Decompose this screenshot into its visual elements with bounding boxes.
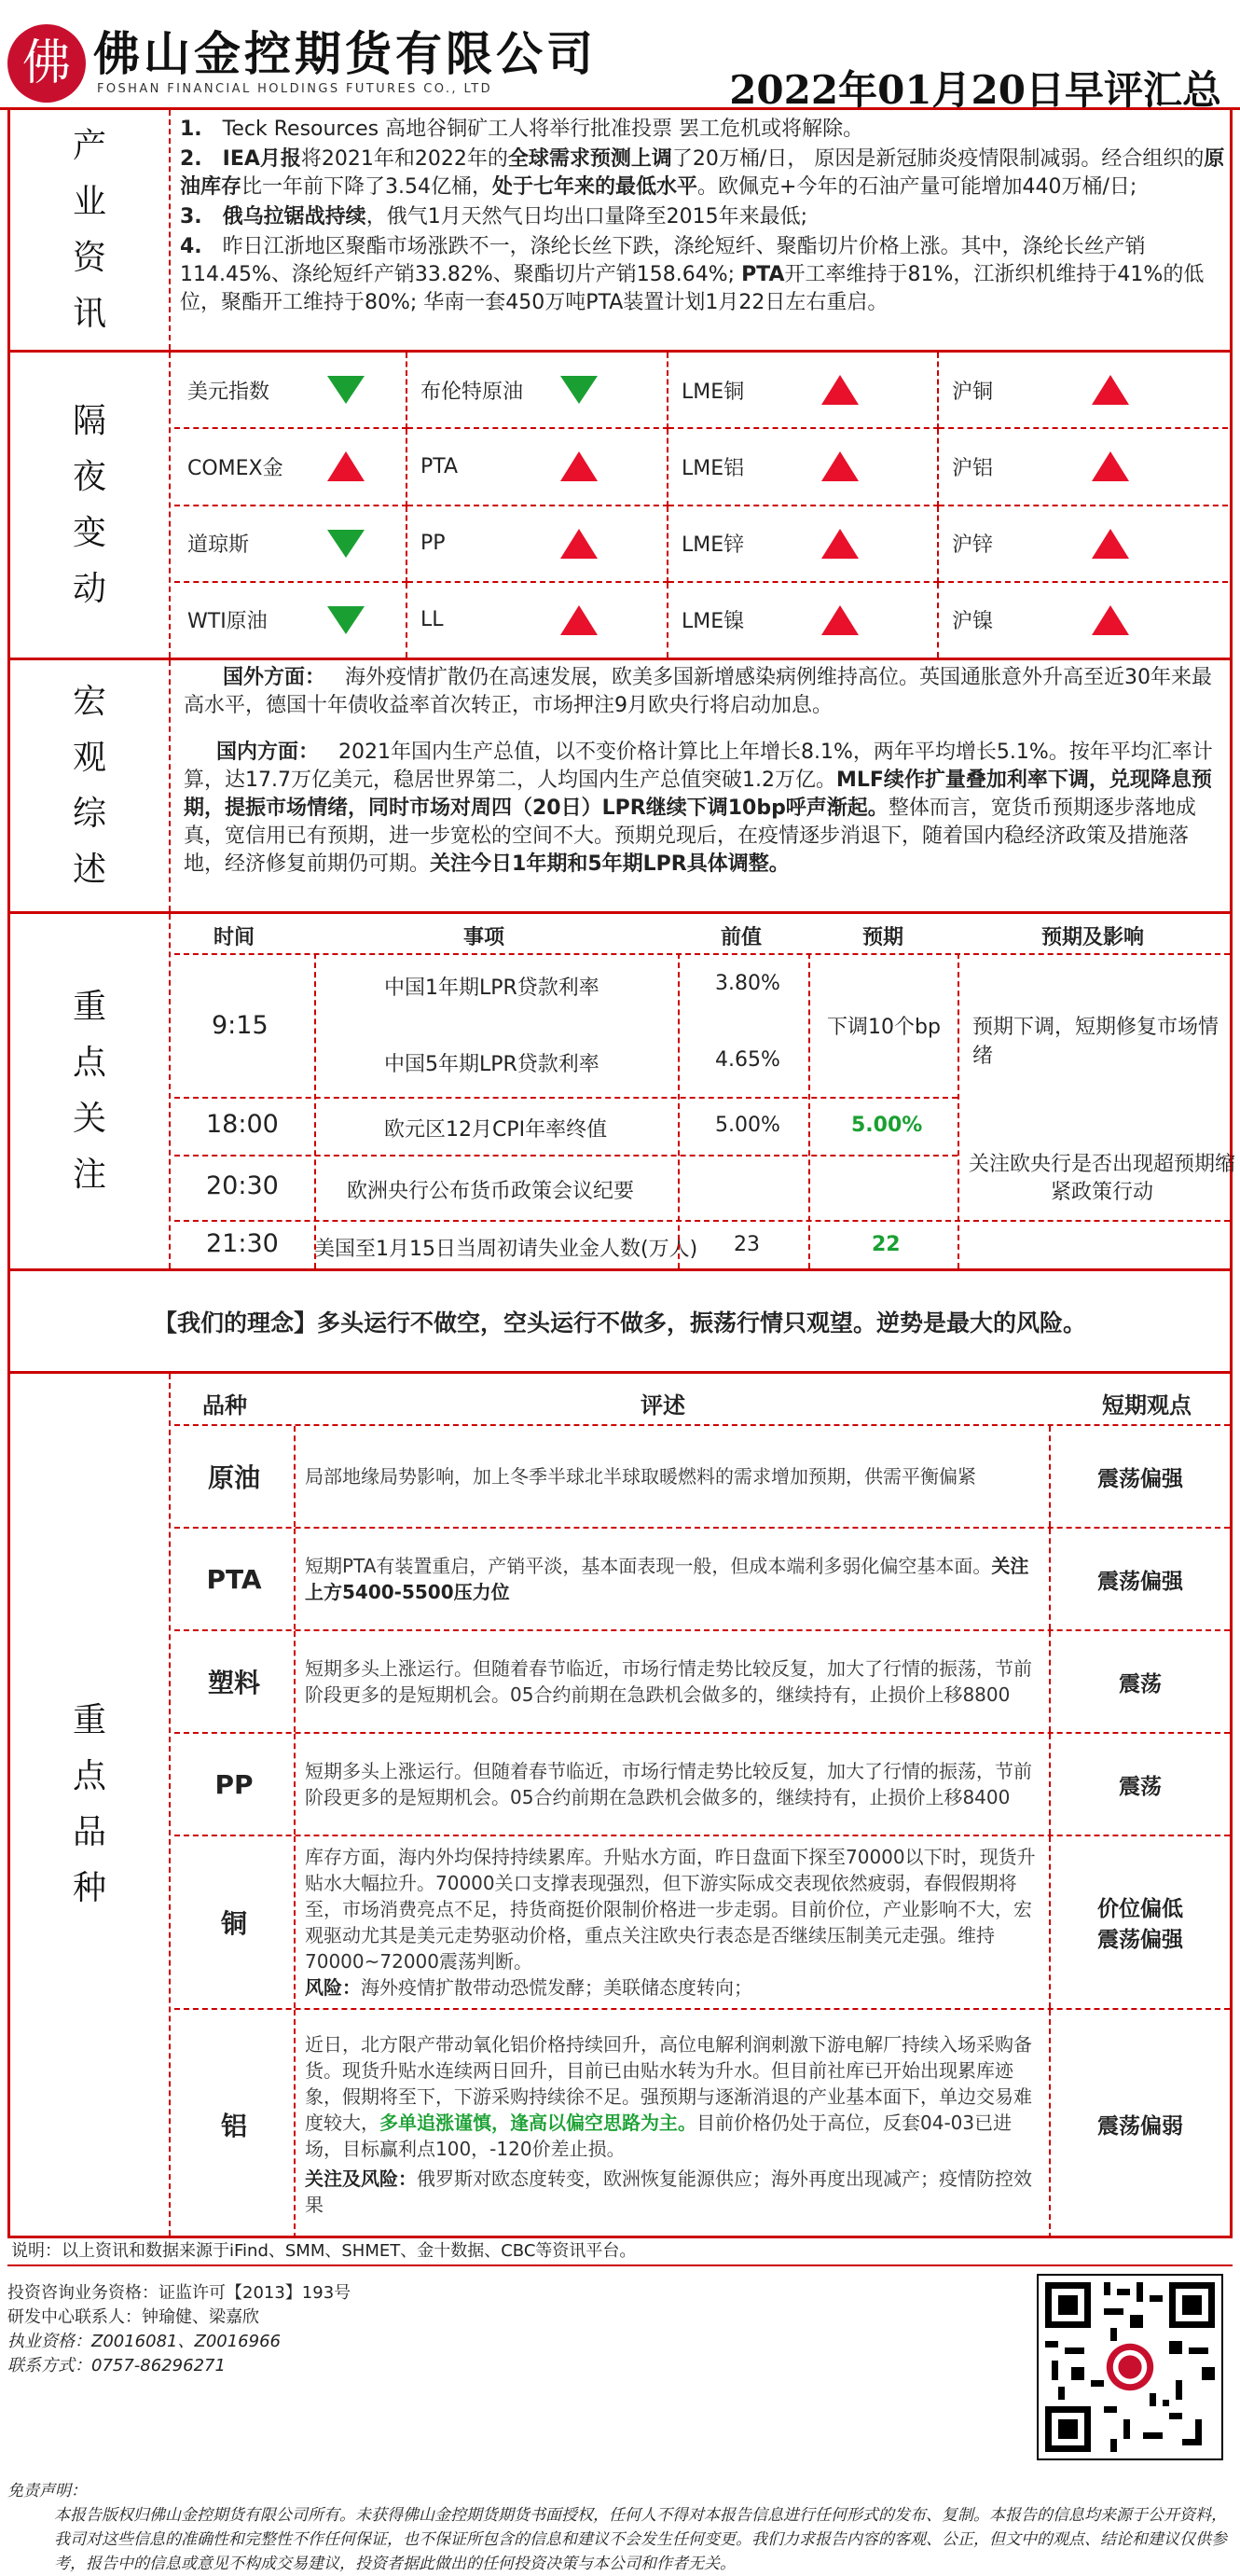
news-item-2: 2. IEA月报将2021年和2022年的全球需求预测上调了20万桶/日， 原因是新冠肺炎疫情限制减弱。经合组织的原油库存比一年前下降了3.54亿桶，处于七年来的最低水平。欧佩克+今年的石油产量可能增加440万桶/日; (180, 147, 1225, 199)
overnight-cell (668, 429, 939, 506)
focus-event-3: 欧洲央行公布货币政策会议纪要 (347, 1180, 635, 1203)
overnight-cell (668, 353, 939, 429)
overnight-label: LME铜 (682, 380, 745, 404)
products-section (7, 1374, 1233, 2238)
overnight-label: WTI原油 (187, 610, 268, 634)
focus-impact-1: 预期下调，短期修复市场情绪 (972, 1016, 1219, 1068)
product-name: 铝 (174, 2010, 296, 2238)
disclaimer-title: 免责声明： (7, 2482, 87, 2500)
overnight-cell (174, 583, 407, 658)
product-comment: 近日，北方限产带动氧化铝价格持续回升，高位电解利润刺激下游电解厂持续入场采购备货。现货升贴水连续两日回升，目前已由贴水转为升水。但目前社库已开始出现累库迹象，假期将至下，下游采购持续徐不足。强预期与逐渐消退的产业基本面下，单边交易难度较大，多单追涨谨慎，逢高以偏空思路为主。目前价格仍处于高位，反套04-03已进场，目标赢利点100，-120价差止损。 (305, 2032, 1032, 2160)
focus-prev-2: 5.00% (715, 1114, 780, 1137)
overnight-cell (407, 429, 668, 506)
focus-expect-4: 22 (872, 1233, 901, 1256)
macro-side-label: 宏 观 综 述 (10, 660, 171, 911)
macro-section (7, 660, 1233, 914)
overnight-label: 布伦特原油 (420, 380, 524, 404)
news-item-4: 4. 昨日江浙地区聚酯市场涨跌不一，涤纶长丝下跌，涤纶短纤、聚酯切片价格上涨。其中，涤纶长丝产销114.45%、涤纶短纤产销33.82%、聚酯切片产销158.64%; PTA开工率维持于81%，江浙织机维持于41%的低位，聚酯开工维持于80%; 华南一套450万吨PTA装置计划1月22日左右重启。 (180, 235, 1205, 314)
overnight-side-label: 隔 夜 变 动 (10, 353, 171, 658)
overnight-cell (174, 506, 407, 583)
overnight-label: LME铝 (682, 456, 745, 480)
product-view: 震荡 (1119, 1774, 1162, 1799)
focus-time-2: 18:00 (206, 1110, 279, 1139)
overnight-cell (939, 583, 1228, 658)
focus-time-4: 21:30 (206, 1229, 279, 1258)
products-header-comment: 评述 (641, 1392, 685, 1419)
up-arrow-icon (821, 375, 859, 405)
up-arrow-icon (560, 451, 598, 481)
focus-event-2: 欧元区12月CPI年率终值 (384, 1118, 608, 1142)
products-table (174, 1374, 1230, 2236)
qr-code-icon (1037, 2274, 1223, 2460)
focus-expect-2: 5.00% (851, 1114, 923, 1137)
product-comment: 短期多头上涨运行。但随着春节临近，市场行情走势比较反复，加大了行情的振荡，节前阶段更多的是短期机会。05合约前期在急跌机会做多的，继续持有，止损价上移8400 (305, 1760, 1032, 1808)
focus-side-label: 重 点 关 注 (10, 914, 171, 1268)
product-comment: 短期多头上涨运行。但随着春节临近，市场行情走势比较反复，加大了行情的振荡，节前阶段更多的是短期机会。05合约前期在急跌机会做多的，继续持有，止损价上移8800 (305, 1657, 1032, 1706)
focus-section (7, 914, 1233, 1271)
focus-header-prev: 前值 (721, 926, 763, 949)
overnight-cell (939, 429, 1228, 506)
product-name: 铜 (174, 1836, 296, 2008)
overnight-label: 沪铜 (952, 380, 994, 404)
focus-time-3: 20:30 (206, 1171, 279, 1200)
focus-header-event: 事项 (463, 926, 505, 949)
up-arrow-icon (821, 605, 859, 635)
product-risk: 关注及风险：俄罗斯对欧态度转变，欧洲恢复能源供应；海外再度出现减产；疫情防控效果 (305, 2167, 1032, 2216)
company-english-name: FOSHAN FINANCIAL HOLDINGS FUTURES CO., LTD (97, 82, 493, 96)
focus-header-time: 时间 (214, 926, 255, 949)
product-row-crude (174, 1426, 1230, 1529)
product-risk: 风险：海外疫情扩散带动恐慌发酵；美联储态度转向； (305, 1976, 752, 1999)
overnight-label: PTA (420, 454, 459, 478)
disclaimer (7, 2479, 1229, 2576)
up-arrow-icon (1092, 529, 1129, 559)
product-name: PP (174, 1734, 296, 1835)
down-arrow-icon (560, 376, 598, 404)
research-contacts: 研发中心联系人：钟瑜健、梁嘉欣 (7, 2307, 259, 2327)
product-row-aluminum (174, 2010, 1230, 2238)
focus-expect-1: 下调10个bp (827, 1016, 941, 1039)
product-view: 震荡 (1119, 1671, 1162, 1697)
focus-prev-4: 23 (734, 1233, 760, 1256)
product-name: 塑料 (174, 1631, 296, 1732)
company-logo-icon: 佛 (7, 24, 86, 103)
macro-foreign: 国外方面： 海外疫情扩散仍在高速发展，欧美多国新增感染病例维持高位。英国通胀意外升高至近30年来最高水平，德国十年债收益率首次转正，市场押注9月欧央行将启动加息。 (184, 666, 1212, 717)
overnight-label: 沪镍 (952, 610, 994, 634)
focus-header-impact: 预期及影响 (1041, 926, 1145, 949)
news-item-3: 3. 俄乌拉锯战持续，俄气1月天然气日均出口量降至2015年来最低; (180, 205, 808, 229)
focus-time-1: 9:15 (212, 1011, 269, 1040)
focus-event-4: 美国至1月15日当周初请失业金人数(万人) (314, 1238, 698, 1261)
focus-prev-1b: 4.65% (715, 1048, 780, 1072)
overnight-cell (939, 353, 1228, 429)
overnight-label: 沪铝 (952, 456, 994, 480)
overnight-label: 美元指数 (187, 380, 270, 404)
overnight-label: 沪锌 (952, 533, 994, 558)
industry-side-label: 产 业 资 讯 (10, 110, 171, 350)
overnight-cell (407, 353, 668, 429)
product-name: PTA (174, 1529, 296, 1629)
overnight-label: PP (420, 532, 446, 556)
product-row-plastic (174, 1631, 1230, 1734)
overnight-cell (668, 506, 939, 583)
overnight-cell (668, 583, 939, 658)
up-arrow-icon (1092, 451, 1129, 481)
overnight-label: COMEX金 (187, 456, 283, 480)
product-row-pp (174, 1734, 1230, 1836)
overnight-cell (407, 583, 668, 658)
overnight-cell (407, 506, 668, 583)
qualification-ids: 执业资格：Z0016081、Z0016966 (7, 2332, 281, 2351)
industry-news-section (7, 110, 1233, 353)
overnight-label: 道琼斯 (187, 533, 250, 558)
down-arrow-icon (327, 530, 365, 558)
product-view: 震荡偏强 (1097, 1569, 1183, 1594)
product-view: 价位偏低 震荡偏强 (1097, 1897, 1183, 1952)
down-arrow-icon (327, 376, 365, 404)
disclaimer-text: 本报告版权归佛山金控期货有限公司所有。未获得佛山金控期货期货书面授权，任何人不得对本报告信息进行任何形式的发布、复制。本报告的信息均来源于公开资料，我司对这些信息的准确性和完整性不作任何保证，也不保证所包含的信息和建议不会发生任何变更。我们力求报告内容的客观、公正，但文中的观点、结论和建议仅供参考，报告中的信息或意见不构成交易建议，投资者据此做出的任何投资决策与本公司和作者无关。 (54, 2506, 1227, 2573)
report-title: 2022年01月20日早评汇总 (729, 67, 1221, 113)
up-arrow-icon (327, 451, 365, 481)
focus-header-expect: 预期 (862, 926, 904, 949)
focus-table (174, 914, 1235, 1268)
products-header-view: 短期观点 (1102, 1392, 1192, 1419)
data-source-note: 说明：以上资讯和数据来源于iFind、SMM、SHMET、金十数据、CBC等资讯平台。 (7, 2238, 1233, 2266)
contact-info (7, 2281, 351, 2378)
product-view: 震荡偏强 (1097, 1466, 1183, 1491)
report-header (0, 0, 1240, 113)
product-view: 震荡偏弱 (1097, 2114, 1183, 2139)
news-item-1: 1. Teck Resources 高地谷铜矿工人将举行批准投票 罢工危机或将解除。 (180, 118, 864, 141)
up-arrow-icon (560, 529, 598, 559)
overnight-cell (939, 506, 1228, 583)
focus-event-1a: 中国1年期LPR贷款利率 (384, 976, 599, 1000)
product-comment: 局部地缘局势影响，加上冬季半球北半球取暖燃料的需求增加预期，供需平衡偏紧 (305, 1465, 976, 1488)
up-arrow-icon (560, 605, 598, 635)
product-row-pta (174, 1529, 1230, 1631)
product-row-copper (174, 1836, 1230, 2010)
philosophy-banner: 【我们的理念】多头运行不做空，空头运行不做多，振荡行情只观望。逆势是最大的风险。 (7, 1271, 1233, 1374)
products-header-name: 品种 (202, 1392, 247, 1419)
focus-event-1b: 中国5年期LPR贷款利率 (384, 1053, 599, 1076)
focus-prev-1a: 3.80% (715, 972, 780, 995)
overnight-grid (174, 353, 1230, 658)
license-text: 投资咨询业务资格：证监许可【2013】193号 (7, 2283, 351, 2303)
overnight-section (7, 353, 1233, 660)
overnight-cell (174, 353, 407, 429)
down-arrow-icon (327, 606, 365, 634)
overnight-label: LME锌 (682, 533, 745, 558)
overnight-label: LL (420, 608, 444, 632)
focus-impact-3: 关注欧央行是否出现超预期缩紧政策行动 (968, 1153, 1235, 1204)
product-comment: 库存方面，海内外均保持持续累库。升贴水方面，昨日盘面下探至70000以下时，现货升贴水大幅拉升。70000关口支撑表现强烈，但下游实际成交表现依然疲弱，春假假期将至，市场消费亮点不足，持货商挺价限制价格进一步走弱。目前价位，产业影响不大，宏观驱动尤其是美元走势驱动价格，重点关注欧央行表态是否继续压制美元走强。维持70000~72000震荡判断。 (305, 1846, 1036, 1973)
up-arrow-icon (1092, 375, 1129, 405)
overnight-cell (174, 429, 407, 506)
product-comment: 短期PTA有装置重启，产销平淡，基本面表现一般，但成本端利多弱化偏空基本面。关注上方5400-5500压力位 (305, 1555, 1029, 1603)
company-name: 佛山金控期货有限公司 (93, 26, 597, 81)
up-arrow-icon (1092, 605, 1129, 635)
overnight-label: LME镍 (682, 610, 745, 634)
up-arrow-icon (821, 451, 859, 481)
products-side-label: 重 点 品 种 (10, 1374, 171, 2236)
up-arrow-icon (821, 529, 859, 559)
product-name: 原油 (174, 1426, 296, 1527)
phone-number: 联系方式：0757-86296271 (7, 2356, 226, 2375)
macro-domestic: 国内方面： 2021年国内生产总值，以不变价格计算比上年增长8.1%，两年平均增长5.1%。按年平均汇率计算，达17.7万亿美元，稳居世界第二，人均国内生产总值突破1.2万亿。MLF续作扩量叠加利率下调，兑现降息预期，提振市场情绪，同时市场对周四（20日）LPR继续下调10bp呼声渐起。整体而言，宽货币预期逐步落地成真，宽信用已有预期，进一步宽松的空间不大。预期兑现后，在疫情逐步消退下，随着国内稳经济政策及措施落地，经济修复前期仍可期。关注今日1年期和5年期LPR具体调整。 (184, 741, 1213, 876)
